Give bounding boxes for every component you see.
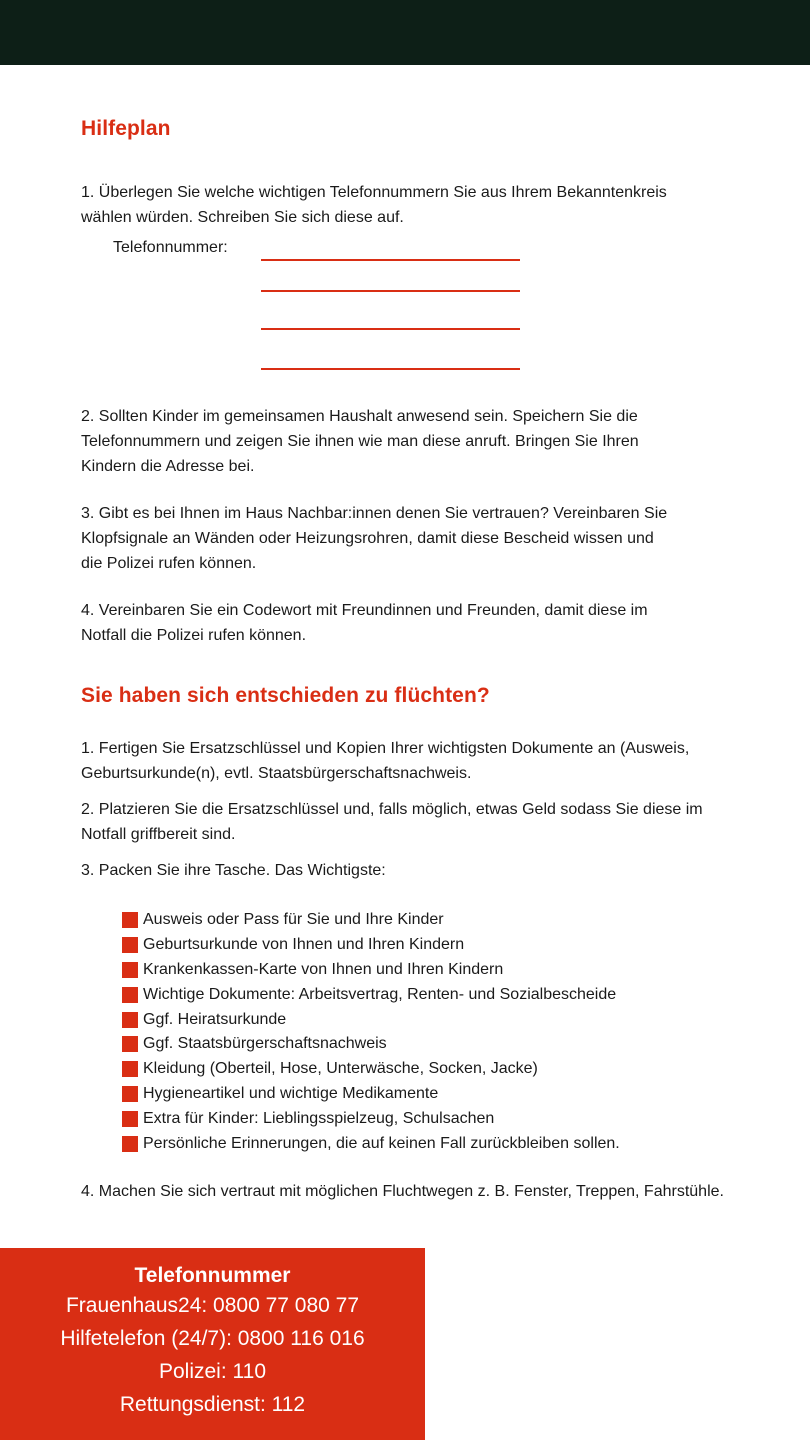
checkbox-icon (122, 962, 138, 978)
fluechten-step-2-line-2: Notfall griffbereit sind. (81, 826, 236, 843)
checklist-item (122, 1057, 620, 1082)
phone-number-label: Telefonnummer: (113, 239, 228, 256)
fluechten-step-1-line-2: Geburtsurkunde(n), evtl. Staatsbürgerschaftsnachweis. (81, 765, 472, 782)
ambulance-number: Rettungsdienst: 112 (119, 1393, 306, 1416)
checklist-item-label: Kleidung (Oberteil, Hose, Unterwäsche, Socken, Jacke) (143, 1060, 538, 1078)
checkbox-icon (122, 1012, 138, 1028)
checklist-item (122, 908, 620, 933)
checkbox-icon (122, 1136, 138, 1152)
checklist-item-label: Ggf. Staatsbürgerschaftsnachweis (143, 1035, 387, 1053)
emergency-numbers-box (0, 1248, 425, 1440)
checkbox-icon (122, 987, 138, 1003)
checklist-item (122, 1106, 620, 1131)
checklist-item (122, 958, 620, 983)
phone-number-line-1 (261, 259, 520, 261)
fluechten-step-4: 4. Machen Sie sich vertraut mit möglichen Fluchtwegen z. B. Fenster, Treppen, Fahrstühle. (81, 1183, 724, 1200)
hilfeplan-step-3-line-3: die Polizei rufen können. (81, 555, 257, 572)
checkbox-icon (122, 1036, 138, 1052)
checklist-item-label: Extra für Kinder: Lieblingsspielzeug, Schulsachen (143, 1109, 495, 1127)
hilfeplan-step-3-line-1: 3. Gibt es bei Ihnen im Haus Nachbar:innen denen Sie vertrauen? Vereinbaren Sie (81, 505, 668, 522)
checklist-item-label: Ggf. Heiratsurkunde (143, 1010, 287, 1028)
hilfeplan-step-4-line-1: 4. Vereinbaren Sie ein Codewort mit Freundinnen und Freunden, damit diese im (81, 602, 648, 619)
police-number: Polizei: 110 (158, 1360, 266, 1383)
checklist-item-label: Krankenkassen-Karte von Ihnen und Ihren Kindern (143, 960, 504, 978)
frauenhaus-number: Frauenhaus24: 0800 77 080 77 (65, 1294, 360, 1317)
fluechten-step-3: 3. Packen Sie ihre Tasche. Das Wichtigste: (81, 862, 386, 879)
checklist-item (122, 1131, 620, 1156)
checklist-item-label: Persönliche Erinnerungen, die auf keinen Fall zurückbleiben sollen. (143, 1134, 620, 1152)
hilfeplan-step-3-line-2: Klopfsignale an Wänden oder Heizungsrohren, damit diese Bescheid wissen und (81, 530, 654, 547)
hilfeplan-step-2-line-2: Telefonnummern und zeigen Sie ihnen wie man diese anruft. Bringen Sie Ihren (81, 433, 639, 450)
emergency-numbers-title: Telefonnummer (134, 1264, 291, 1287)
checklist-item-label: Ausweis oder Pass für Sie und Ihre Kinder (143, 911, 444, 929)
checkbox-icon (122, 1111, 138, 1127)
hilfetelefon-number: Hilfetelefon (24/7): 0800 116 016 (60, 1327, 365, 1350)
heading-fluechten: Sie haben sich entschieden zu flüchten? (81, 684, 490, 707)
hilfeplan-step-1-line-2: wählen würden. Schreiben Sie sich diese auf. (81, 209, 404, 226)
checklist-item-label: Geburtsurkunde von Ihnen und Ihren Kindern (143, 936, 465, 954)
checklist-item (122, 1082, 620, 1107)
hilfeplan-step-1-line-1: 1. Überlegen Sie welche wichtigen Telefonnummern Sie aus Ihrem Bekanntenkreis (81, 184, 667, 201)
phone-number-line-3 (261, 328, 520, 330)
checklist-item (122, 1007, 620, 1032)
phone-number-line-2 (261, 290, 520, 292)
checklist-item (122, 982, 620, 1007)
checklist-item (122, 933, 620, 958)
top-bar (0, 0, 810, 65)
checkbox-icon (122, 1061, 138, 1077)
hilfeplan-step-2-line-1: 2. Sollten Kinder im gemeinsamen Haushalt anwesend sein. Speichern Sie die (81, 408, 638, 425)
heading-hilfeplan: Hilfeplan (81, 117, 171, 140)
fluechten-step-2-line-1: 2. Platzieren Sie die Ersatzschlüssel und, falls möglich, etwas Geld sodass Sie diese im (81, 801, 703, 818)
checklist-item-label: Hygieneartikel und wichtige Medikamente (143, 1084, 439, 1102)
checklist-item (122, 1032, 620, 1057)
checklist-item-label: Wichtige Dokumente: Arbeitsvertrag, Renten- und Sozialbescheide (143, 985, 617, 1003)
hilfeplan-step-2-line-3: Kindern die Adresse bei. (81, 458, 255, 475)
hilfeplan-step-4-line-2: Notfall die Polizei rufen können. (81, 627, 307, 644)
packing-checklist (122, 908, 620, 1156)
phone-number-line-4 (261, 368, 520, 370)
checkbox-icon (122, 1086, 138, 1102)
checkbox-icon (122, 912, 138, 928)
fluechten-step-1-line-1: 1. Fertigen Sie Ersatzschlüssel und Kopien Ihrer wichtigsten Dokumente an (Ausweis, (81, 740, 690, 757)
checkbox-icon (122, 937, 138, 953)
